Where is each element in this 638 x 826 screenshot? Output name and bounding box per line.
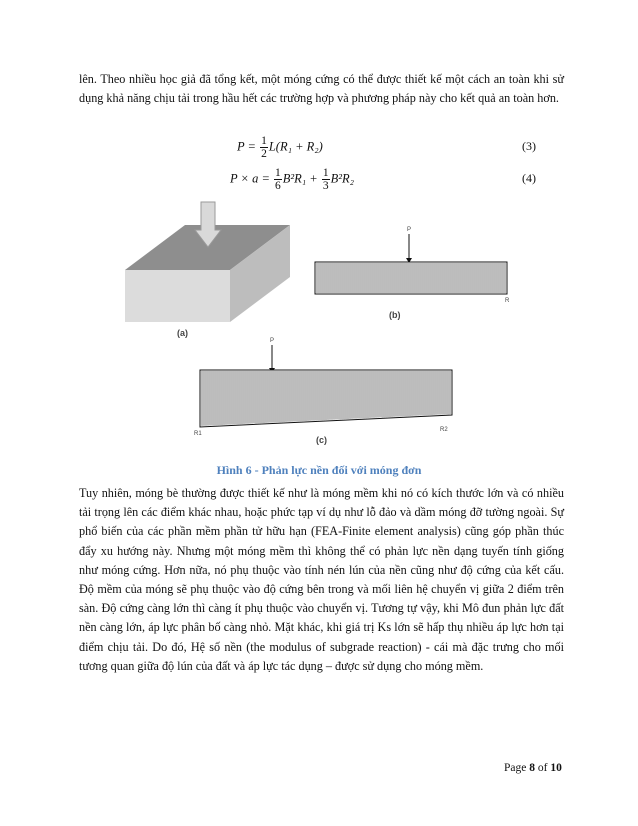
footer-prefix: Page <box>504 762 530 774</box>
paragraph-body: Tuy nhiên, móng bè thường được thiết kế như là móng mềm khi nó có kích thước lớn và có nhiều tải trọng lên các điểm khác nhau, hoặc phức tạp ví dụ như lỗ đảo và dầm móng đỡ tường ngoài. Sự phổ biến của các phần mềm phần tử hữu hạn (FEA-Finite element analysis) cũng góp phần thúc đẩy xu hướng này. Nhưng một móng mềm thì không thể có phản lực nền dạng tuyến tính giống như móng cứng. Hơn nữa, nó phụ thuộc vào tính nén lún của nền cũng như độ cứng của kết cấu. Độ mềm của móng sẽ phụ thuộc vào độ cứng bên trong và mối liên hệ chuyển vị giữa 2 điểm trên sàn. Độ cứng càng lớn thì càng ít phụ thuộc vào chuyển vị. Tương tự vậy, khi Mô đun phản lực đất nền càng lớn, áp lực phân bố càng nhỏ. Mặt khác, khi giá trị Ks lớn sẽ hấp thụ nhiều áp lực hơn tại điểm chịu tải. Do đó, Hệ số nền (the modulus of subgrade reaction) - cái mà đặc trưng cho mối tương quan giữa độ lún của đất và áp lực tác dụng – được sử dụng cho móng mềm. <box>79 486 564 673</box>
reaction-r2-label: R2 <box>440 427 448 433</box>
label-a: (a) <box>177 328 188 338</box>
equation-4-number: (4) <box>522 171 536 185</box>
figure-b <box>305 222 520 322</box>
block-front <box>125 270 230 322</box>
reaction-hatch-b <box>317 263 505 293</box>
figure-c <box>190 335 470 450</box>
figure-caption: Hình 6 - Phản lực nền đối với móng đơn <box>216 463 422 477</box>
footer-total-pages: 10 <box>550 762 562 774</box>
paragraph-intro: lên. Theo nhiều học giả đã tổng kết, một móng cứng có thể được thiết kế một cách an toàn khi sử dụng khả năng chịu tải trong hầu hết các trường hợp và phương pháp này cho kết quả an toàn hơn. <box>79 72 564 106</box>
footer-current-page: 8 <box>529 762 535 774</box>
page-footer <box>504 762 562 774</box>
figure-a <box>120 200 310 340</box>
equation-4: P × a = $\frac{1}{6}$ B²R₁ + $\frac{1}{3}$ B²R₂ <box>230 167 354 192</box>
footer-middle: of <box>534 762 551 774</box>
load-p-label-c: P <box>270 338 275 344</box>
reaction-r1-label: R1 <box>194 431 202 437</box>
reaction-r-label: R <box>505 298 510 304</box>
equation-3-number: (3) <box>522 139 536 153</box>
label-b: (b) <box>389 310 401 320</box>
label-c: (c) <box>316 435 327 445</box>
load-p-label-b: P <box>407 227 412 233</box>
equation-3: P = $\frac{1}{2}$ L(R₁ + R₂) <box>237 135 323 160</box>
